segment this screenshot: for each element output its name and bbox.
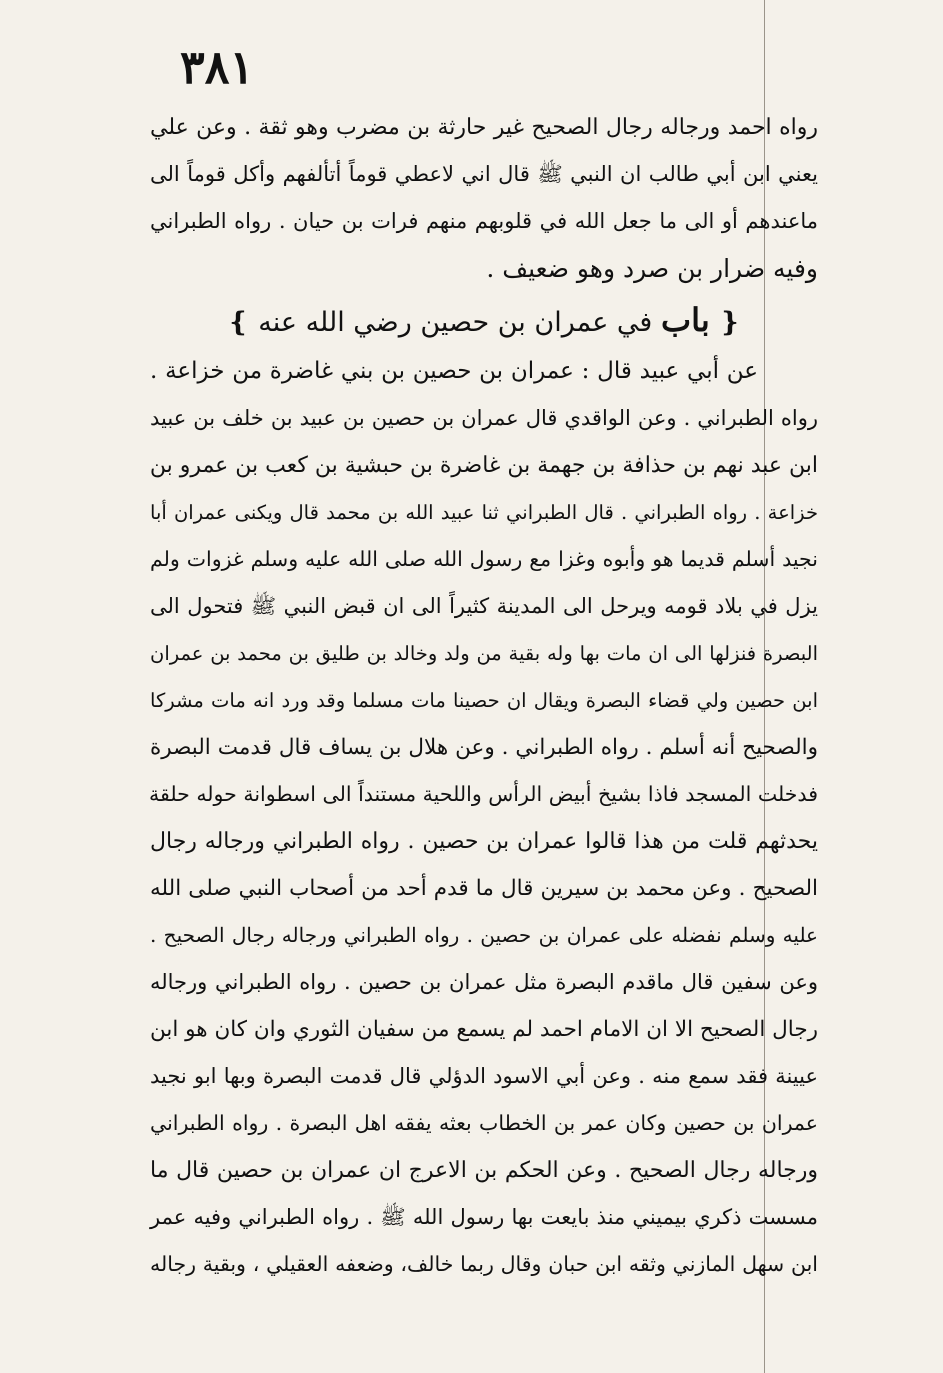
text-line: نجيد أسلم قديما هو وأبوه وغزا مع رسول الله صلى الله عليه وسلم غزوات ولم	[150, 547, 818, 571]
text-line: ابن حصين ولي قضاء البصرة ويقال ان حصينا مات مسلما وقد ورد انه مات مشركا	[150, 689, 818, 712]
text-line: ابن سهل المازني وثقه ابن حبان وقال ربما خالف، وضعفه العقيلي ، وبقية رجاله	[150, 1252, 818, 1276]
heading-bab: باب	[660, 301, 710, 339]
chapter-heading	[150, 292, 818, 348]
text-line: مسست ذكري بيميني منذ بايعت بها رسول الله ﷺ . رواه الطبراني وفيه عمر	[150, 1205, 818, 1229]
text-line: يحدثهم قلت من هذا قالوا عمران بن حصين . رواه الطبراني ورجاله رجال	[150, 829, 818, 854]
text-line: والصحيح أنه أسلم . رواه الطبراني . وعن هلال بن يساف قال قدمت البصرة	[150, 735, 818, 760]
text-line: خزاعة . رواه الطبراني . قال الطبراني ثنا عبيد الله بن محمد قال ويكنى عمران أبا	[150, 501, 818, 524]
text-line: عليه وسلم نفضله على عمران بن حصين . رواه الطبراني ورجاله رجال الصحيح .	[150, 923, 818, 947]
text-line: يعني ابن أبي طالب ان النبي ﷺ قال اني لاعطي قوماً أتألفهم وأكل قوماً الى	[150, 162, 818, 186]
text-line: عمران بن حصين وكان عمر بن الخطاب بعثه يفقه اهل البصرة . رواه الطبراني	[150, 1111, 818, 1135]
text-line: البصرة فنزلها الى ان مات بها وله بقية من ولد وخالد بن طليق بن محمد بن عمران	[150, 642, 818, 665]
text-line: فدخلت المسجد فاذا بشيخ أبيض الرأس واللحية مستنداً الى اسطوانة حوله حلقة	[148, 782, 818, 806]
heading-bracket-close: ❵	[227, 307, 250, 338]
page-text	[150, 104, 818, 1288]
text-line: وعن سفين قال ماقدم البصرة مثل عمران بن حصين . رواه الطبراني ورجاله	[150, 970, 818, 994]
text-line: رجال الصحيح الا ان الامام احمد لم يسمع من سفيان الثوري وان كان هو ابن	[150, 1017, 819, 1042]
text-line: وفيه ضرار بن صرد وهو ضعيف .	[486, 254, 818, 283]
heading-bracket-open: ❴	[718, 307, 741, 338]
text-line: عن أبي عبيد قال : عمران بن حصين بن بني غاضرة من خزاعة .	[150, 358, 758, 384]
text-line: رواه احمد ورجاله رجال الصحيح غير حارثة بن مضرب وهو ثقة . وعن علي	[150, 115, 818, 140]
text-line: يزل في بلاد قومه ويرحل الى المدينة كثيراً الى ان قبض النبي ﷺ فتحول الى	[150, 594, 819, 618]
text-line: الصحيح . وعن محمد بن سيرين قال ما قدم أحد من أصحاب النبي صلى الله	[150, 876, 818, 901]
page-number: ٣٨١	[180, 40, 255, 94]
text-line: ماعندهم أو الى ما جعل الله في قلوبهم منهم فرات بن حيان . رواه الطبراني	[150, 209, 818, 233]
text-line: ابن عبد نهم بن حذافة بن جهمة بن غاضرة بن حبشية بن كعب بن عمرو بن	[149, 453, 818, 478]
text-line: ورجاله رجال الصحيح . وعن الحكم بن الاعرج ان عمران بن حصين قال ما	[150, 1158, 818, 1183]
heading-title: في عمران بن حصين رضي الله عنه	[258, 307, 653, 338]
text-line: رواه الطبراني . وعن الواقدي قال عمران بن حصين بن عبيد بن خلف بن عبيد	[150, 406, 818, 430]
text-line: عيينة فقد سمع منه . وعن أبي الاسود الدؤلي قال قدمت البصرة وبها ابو نجيد	[150, 1064, 818, 1088]
